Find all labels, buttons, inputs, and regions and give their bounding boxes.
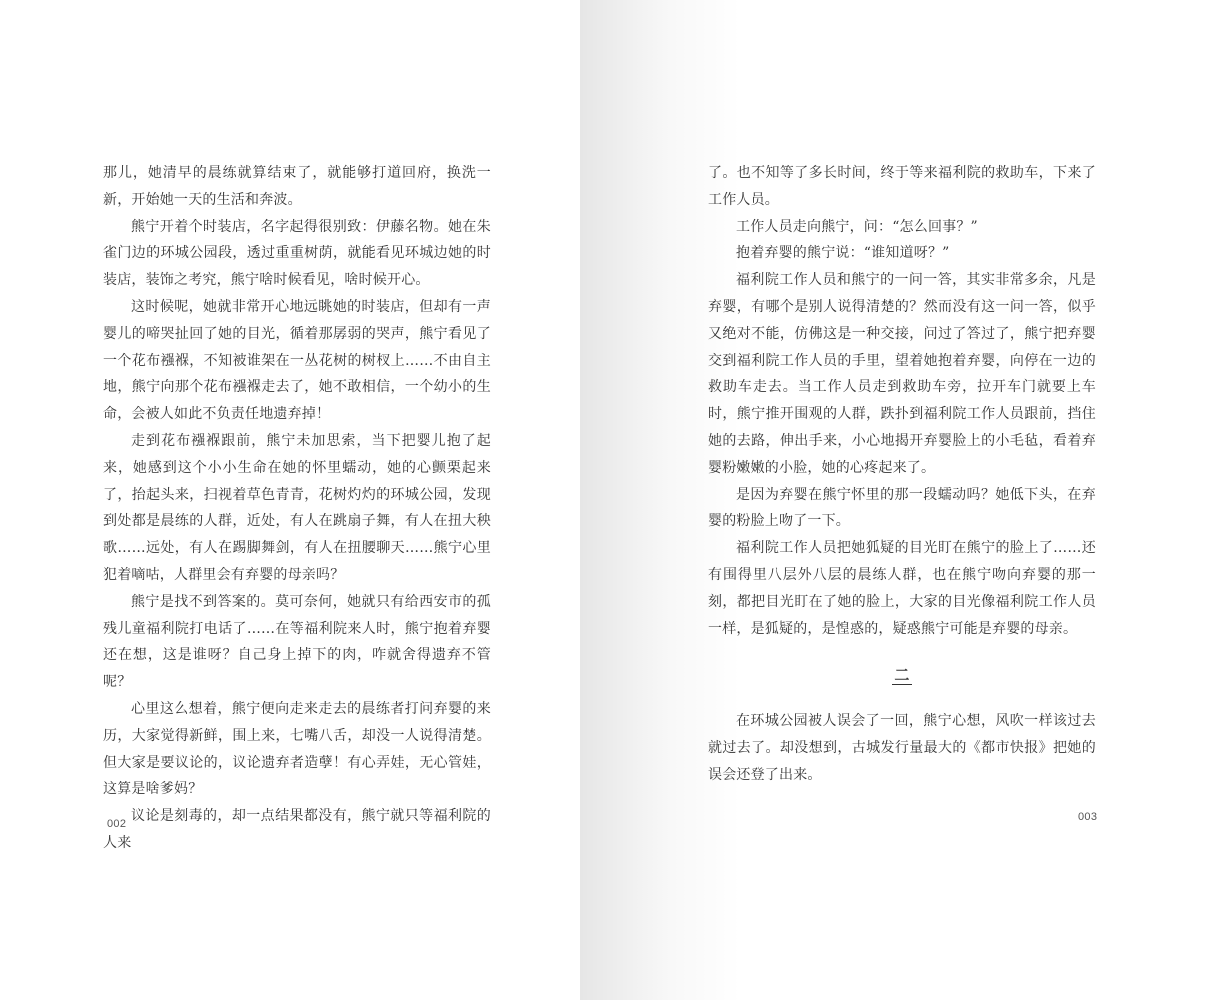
paragraph: 了。也不知等了多长时间，终于等来福利院的救助车，下来了工作人员。 — [708, 165, 1096, 208]
page-number: 002 — [107, 818, 127, 830]
paragraph: 是因为弃婴在熊宁怀里的那一段蠕动吗？她低下头，在弃婴的粉脸上吻了一下。 — [708, 486, 1096, 530]
left-page-text — [103, 160, 491, 857]
paragraph: 这时候呢，她就非常开心地远眺她的时装店，但却有一声婴儿的啼哭扯回了她的目光，循着那孱弱的哭声，熊宁看见了一个花布襁褓，不知被谁架在一丛花树的树杈上……不由自主地，熊宁向那个花布襁褓走去了，她不敢相信，一个幼小的生命，会被人如此不负责任地遗弃掉！ — [103, 298, 491, 423]
paragraph: 心里这么想着，熊宁便向走来走去的晨练者打问弃婴的来历，大家觉得新鲜，围上来，七嘴八舌，却没一人说得清楚。但大家是要议论的，议论遗弃者造孽！有心弄娃，无心管娃，这算是啥爹妈？ — [103, 700, 491, 798]
paragraph: 那儿，她清早的晨练就算结束了，就能够打道回府，换洗一新，开始她一天的生活和奔波。 — [103, 165, 491, 208]
paragraph: 走到花布襁褓跟前，熊宁未加思索，当下把婴儿抱了起来，她感到这个小小生命在她的怀里蠕动，她的心颤栗起来了，抬起头来，扫视着草色青青，花树灼灼的环城公园，发现到处都是晨练的人群，近处，有人在跳扇子舞，有人在扭大秧歌……远处，有人在踢脚舞剑，有人在扭腰聊天……熊宁心里犯着嘀咕，人群里会有弃婴的母亲吗？ — [103, 432, 491, 583]
page-number: 003 — [1078, 811, 1098, 823]
paragraph: 熊宁是找不到答案的。莫可奈何，她就只有给西安市的孤残儿童福利院打电话了……在等福利院来人时，熊宁抱着弃婴还在想，这是谁呀？自己身上掉下的肉，咋就舍得遗弃不管呢？ — [103, 593, 491, 691]
right-page — [580, 0, 1214, 1000]
paragraph: 抱着弃婴的熊宁说：“谁知道呀？” — [736, 245, 950, 262]
paragraph: 工作人员走向熊宁，问：“怎么回事？” — [736, 218, 978, 235]
paragraph: 熊宁开着个时装店，名字起得很别致：伊藤名物。她在朱雀门边的环城公园段，透过重重树荫，就能看见环城边她的时装店，装饰之考究，熊宁啥时候看见，啥时候开心。 — [103, 218, 491, 289]
right-page-text — [708, 160, 1096, 789]
paragraph: 福利院工作人员和熊宁的一问一答，其实非常多余，凡是弃婴，有哪个是别人说得清楚的？然而没有这一问一答，似乎又绝对不能，仿佛这是一种交接，问过了答过了，熊宁把弃婴交到福利院工作人员的手里，望着她抱着弃婴，向停在一边的救助车走去。当工作人员走到救助车旁，拉开车门就要上车时，熊宁推开围观的人群，跌扑到福利院工作人员跟前，挡住她的去路，伸出手来，小心地揭开弃婴脸上的小毛毡，看着弃婴粉嫩嫩的小脸，她的心疼起来了。 — [708, 272, 1096, 476]
paragraph: 福利院工作人员把她狐疑的目光盯在熊宁的脸上了……还有围得里八层外八层的晨练人群，也在熊宁吻向弃婴的那一刻，都把目光盯在了她的脸上，大家的目光像福利院工作人员一样，是狐疑的，是惶惑的，疑惑熊宁可能是弃婴的母亲。 — [708, 540, 1096, 637]
section-number: 二 — [894, 666, 910, 685]
left-page — [0, 0, 580, 1000]
section-heading — [708, 642, 1096, 708]
paragraph: 议论是刻毒的，却一点结果都没有，熊宁就只等福利院的人来 — [103, 808, 491, 851]
paragraph: 在环城公园被人误会了一回，熊宁心想，风吹一样该过去就过去了。却没想到，古城发行量最大的《都市快报》把她的误会还登了出来。 — [708, 713, 1096, 783]
